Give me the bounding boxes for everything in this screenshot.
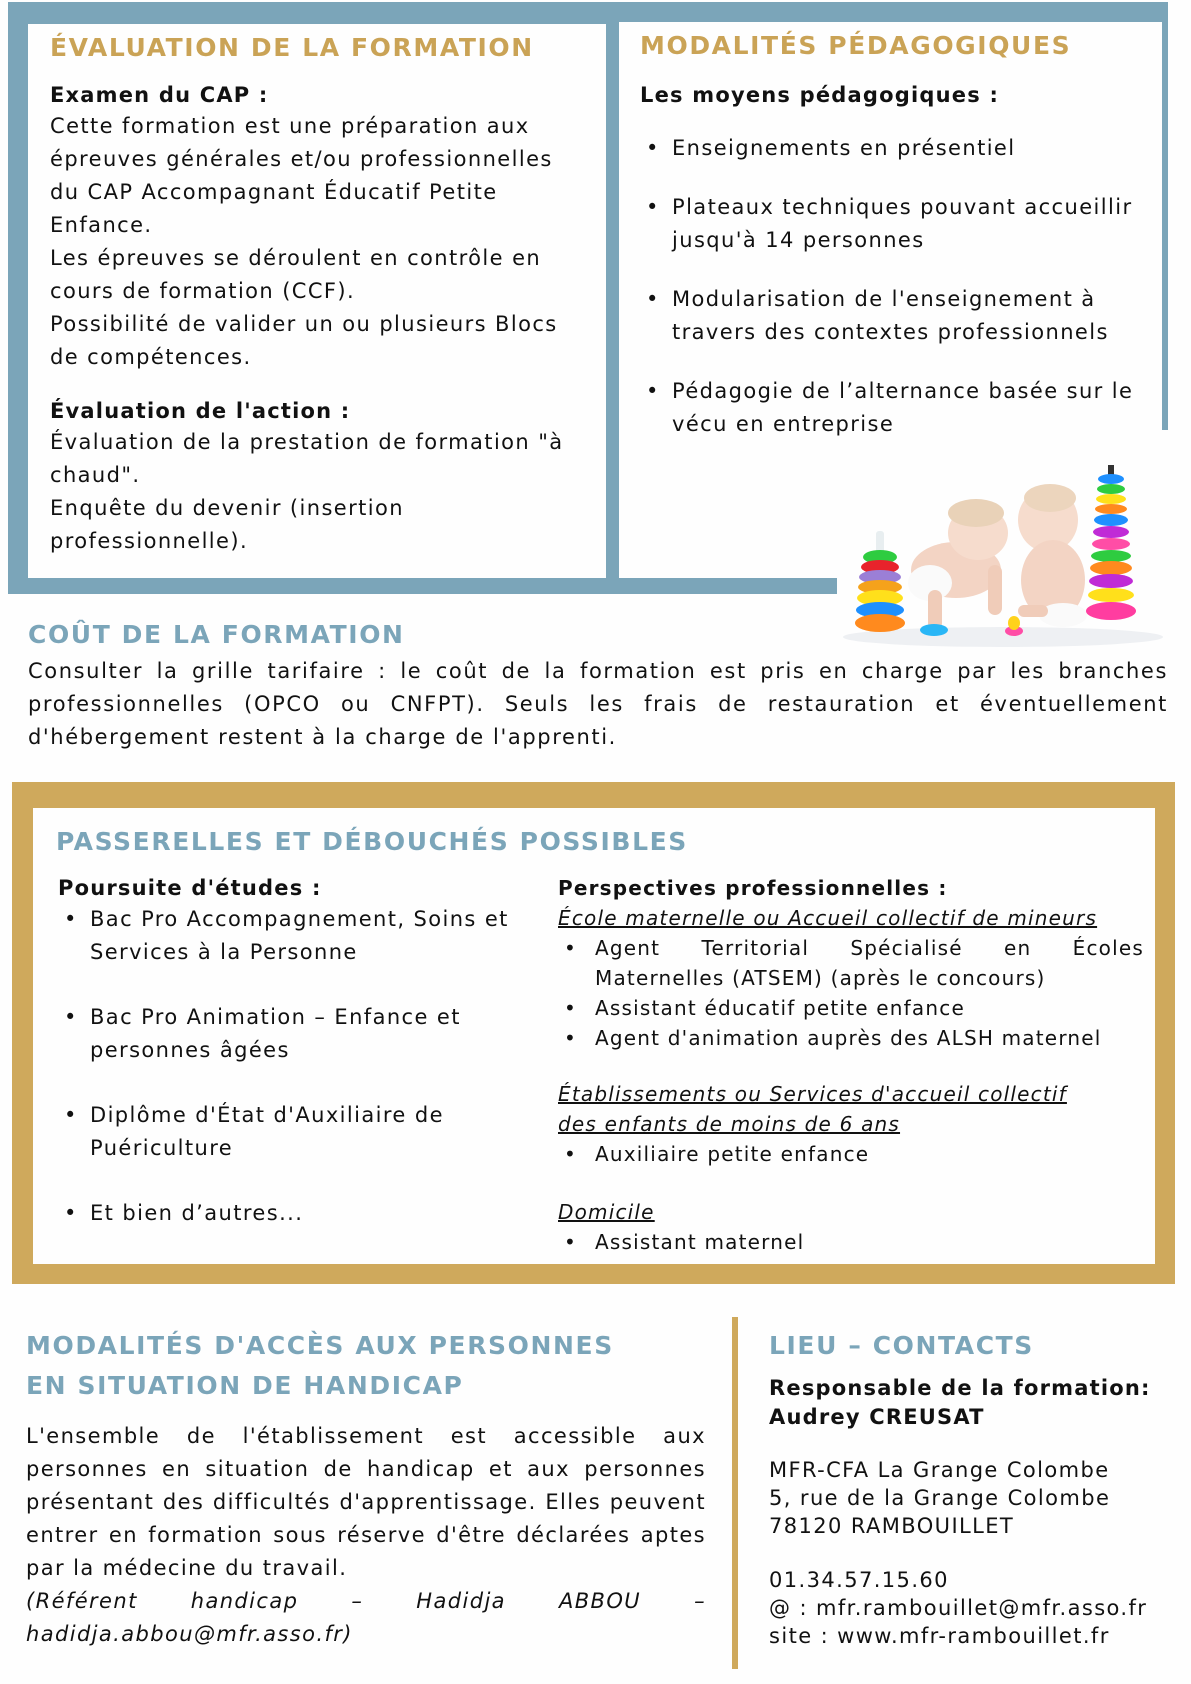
website-link[interactable]: site : www.mfr-rambouillet.fr	[769, 1624, 1110, 1648]
passerelles-title: PASSERELLES ET DÉBOUCHÉS POSSIBLES	[56, 827, 688, 856]
responsable-name: Audrey CREUSAT	[769, 1405, 985, 1429]
org-name: MFR-CFA La Grange Colombe	[769, 1458, 1110, 1482]
email-link[interactable]: @ : mfr.rambouillet@mfr.asso.fr	[769, 1596, 1148, 1620]
perspectives-item: • Agent d'animation auprès des ALSH maternel	[558, 1023, 1144, 1053]
perspectives-label: Perspectives professionnelles :	[558, 876, 948, 900]
modalites-section	[640, 28, 1140, 441]
perspectives-group-heading: Domicile	[558, 1200, 655, 1224]
handicap-title: MODALITÉS D'ACCÈS AUX PERSONNES EN SITUATION DE HANDICAP	[26, 1331, 614, 1400]
etudes-list	[58, 903, 538, 1230]
contacts-section	[769, 1326, 1179, 1650]
handicap-text: L'ensemble de l'établissement est accessible aux personnes en situation de handicap et aux personnes présentant des difficultés d'apprentissage. Elles peuvent entrer en formation sous réserve d'être déclarées aptes par la médecine du travail.	[26, 1424, 706, 1580]
modalites-subtitle: Les moyens pédagogiques :	[640, 83, 1000, 107]
city: 78120 RAMBOUILLET	[769, 1514, 1015, 1538]
perspectives-group-list	[558, 1227, 1144, 1257]
contacts-title: LIEU – CONTACTS	[769, 1331, 1034, 1360]
etudes-item: • Bac Pro Accompagnement, Soins et Services à la Personne	[58, 903, 538, 969]
action-text	[50, 426, 590, 558]
evaluation-title: ÉVALUATION DE LA FORMATION	[50, 33, 534, 62]
perspectives-group-heading: École maternelle ou Accueil collectif de mineurs	[558, 906, 1098, 930]
modalites-item: • Pédagogie de l’alternance basée sur le vécu en entreprise	[640, 375, 1140, 441]
perspectives-item: • Agent Territorial Spécialisé en Écoles Maternelles (ATSEM) (après le concours)	[558, 933, 1144, 993]
modalites-list	[640, 132, 1140, 441]
action-label: Évaluation de l'action :	[50, 399, 351, 423]
modalites-item: • Enseignements en présentiel	[640, 132, 1140, 165]
action-line: Enquête du devenir (insertion professionnelle).	[50, 496, 404, 553]
etudes-column	[58, 873, 538, 1230]
action-line: Évaluation de la prestation de formation "à chaud".	[50, 430, 564, 487]
perspectives-item: • Assistant maternel	[558, 1227, 1144, 1257]
perspectives-group-list	[558, 933, 1144, 1053]
modalites-item: • Plateaux techniques pouvant accueillir jusqu'à 14 personnes	[640, 191, 1140, 257]
exam-line: Possibilité de valider un ou plusieurs Blocs de compétences.	[50, 312, 558, 369]
exam-line: Les épreuves se déroulent en contrôle en cours de formation (CCF).	[50, 246, 542, 303]
street-address: 5, rue de la Grange Colombe	[769, 1486, 1111, 1510]
modalites-title: MODALITÉS PÉDAGOGIQUES	[640, 31, 1072, 60]
exam-text	[50, 110, 590, 374]
evaluation-section	[50, 30, 590, 558]
passerelles-section	[56, 824, 1146, 860]
cout-text: Consulter la grille tarifaire : le coût de la formation est pris en charge par les branches professionnelles (OPCO ou CNFPT). Seuls les frais de restauration et éventuellement d'hébergement restent à la charge de l'apprenti.	[28, 659, 1168, 749]
etudes-item: • Et bien d’autres...	[58, 1197, 538, 1230]
etudes-item: • Bac Pro Animation – Enfance et personnes âgées	[58, 1001, 538, 1067]
perspectives-item: • Auxiliaire petite enfance	[558, 1139, 1144, 1169]
perspectives-group-heading: Établissements ou Services d'accueil collectif des enfants de moins de 6 ans	[558, 1082, 1067, 1136]
responsable-label: Responsable de la formation:	[769, 1376, 1151, 1400]
contact-block	[769, 1566, 1179, 1650]
cout-title: COÛT DE LA FORMATION	[28, 620, 405, 649]
etudes-label: Poursuite d'études :	[58, 876, 322, 900]
exam-line: Cette formation est une préparation aux épreuves générales et/ou professionnelles du CAP Accompagnant Éducatif Petite Enfance.	[50, 114, 553, 237]
perspectives-group-list	[558, 1139, 1144, 1169]
perspectives-item: • Assistant éducatif petite enfance	[558, 993, 1144, 1023]
cout-section	[28, 615, 1168, 754]
exam-label: Examen du CAP :	[50, 83, 269, 107]
modalites-item: • Modularisation de l'enseignement à travers des contextes professionnels	[640, 283, 1140, 349]
handicap-section	[26, 1326, 706, 1651]
perspectives-column	[558, 873, 1144, 1257]
etudes-item: • Diplôme d'État d'Auxiliaire de Puériculture	[58, 1099, 538, 1165]
address-block	[769, 1456, 1179, 1540]
vertical-divider	[732, 1317, 738, 1669]
phone[interactable]: 01.34.57.15.60	[769, 1568, 949, 1592]
handicap-referent: (Référent handicap – Hadidja ABBOU – hadidja.abbou@mfr.asso.fr)	[26, 1589, 706, 1646]
